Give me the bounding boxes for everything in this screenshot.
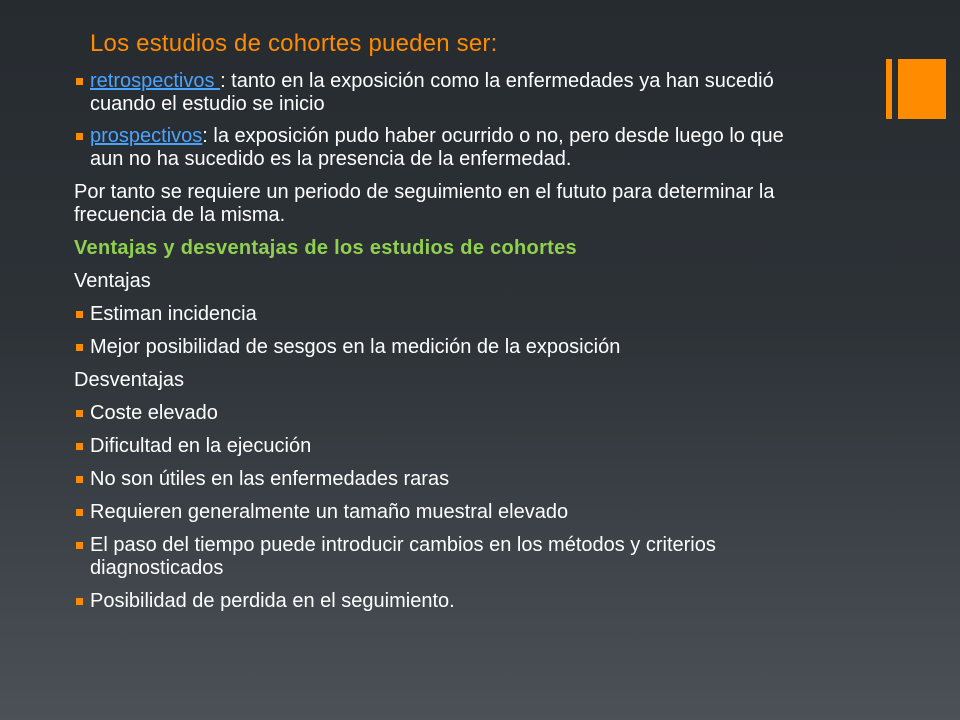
square-bullet-icon [76,410,83,417]
bullet-text: : tanto en la exposición como la enfermedades ya han sucedió cuando el estudio se inicio [90,70,774,115]
link-retrospectivos[interactable]: retrospectivos [90,70,221,92]
list-item [74,534,814,580]
label-ventajas: Ventajas [74,270,151,292]
square-bullet-icon [76,542,83,549]
list-item-text: Coste elevado [90,402,218,424]
label-desventajas: Desventajas [74,369,185,391]
list-item-text: Dificultad en la ejecución [90,435,312,457]
square-bullet-icon [76,598,83,605]
square-bullet-icon [76,443,83,450]
slide-content [74,70,814,613]
list-item-text: Estiman incidencia [90,303,257,325]
link-prospectivos[interactable]: prospectivos [90,125,203,147]
list-item [74,468,814,491]
square-bullet-icon [76,311,83,318]
list-item-text: Posibilidad de perdida en el seguimiento. [90,590,455,612]
list-item [74,435,814,458]
paragraph-seguimiento: Por tanto se requiere un periodo de seguimiento en el fututo para determinar la frecuencia de la misma. [74,181,775,226]
subheading-ventajas-desventajas: Ventajas y desventajas de los estudios de cohortes [74,237,577,259]
list-item [74,303,814,326]
list-item [74,336,814,359]
slide-title: Los estudios de cohortes pueden ser: [90,30,498,57]
list-item [74,402,814,425]
bullet-text: : la exposición pudo haber ocurrido o no, pero desde luego lo que aun no ha sucedido es la presencia de la enfermedad. [90,125,784,170]
list-item-text: El paso del tiempo puede introducir cambios en los métodos y criterios diagnosticados [90,534,716,579]
list-item [74,501,814,524]
square-bullet-icon [76,133,83,140]
bullet-prospectivos [74,125,814,171]
decorative-bars [886,59,946,119]
bullet-retrospectivos [74,70,814,116]
list-item-text: No son útiles en las enfermedades raras [90,468,450,490]
list-item-text: Mejor posibilidad de sesgos en la medición de la exposición [90,336,621,358]
decorative-bar-thick [898,59,946,119]
square-bullet-icon [76,344,83,351]
square-bullet-icon [76,509,83,516]
list-item [74,590,814,613]
square-bullet-icon [76,78,83,85]
list-item-text: Requieren generalmente un tamaño muestral elevado [90,501,569,523]
decorative-bar-thin [886,59,892,119]
square-bullet-icon [76,476,83,483]
